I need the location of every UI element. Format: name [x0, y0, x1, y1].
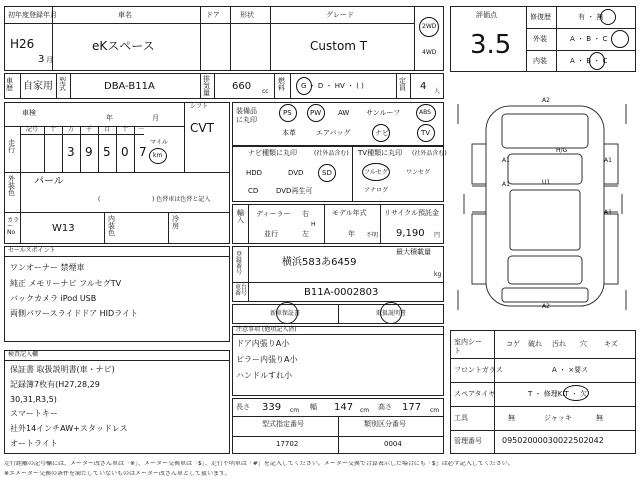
navi-cd: CD: [248, 187, 259, 195]
navi-sd: SD: [322, 169, 332, 177]
grade-value: Custom T: [310, 39, 368, 53]
note-line: ドア内張りA小: [236, 339, 290, 348]
recycle-unit: 円: [434, 232, 441, 239]
exterior-label: 外装: [533, 35, 547, 43]
capacity-value: 4: [420, 81, 427, 92]
equip-abs: ABS: [419, 109, 431, 116]
record-line: 社外14インチAW+スタッドレス: [10, 424, 128, 433]
record-line: 保証書 取扱説明書(車・ナビ): [10, 365, 115, 374]
color-code: W13: [52, 223, 75, 234]
mileage-head-3: 千: [86, 126, 93, 133]
spare-label: スペアタイヤ: [454, 390, 496, 398]
km-label: km: [153, 152, 163, 159]
recycle-value: 9,190: [396, 228, 425, 239]
glass-label: フロントガラス: [454, 366, 503, 374]
mileage-head-5: 十: [122, 126, 129, 133]
record-line: 記録簿7枚有(H27,28,29: [10, 380, 100, 389]
repair-label: 修復歴: [530, 13, 551, 21]
seat-option: 穴: [580, 340, 587, 348]
type-label: 型式: [59, 77, 66, 92]
max-load-label: 最大積載量: [396, 248, 431, 256]
grade-label: グレード: [326, 11, 354, 19]
name-label: 車名: [118, 11, 132, 19]
mileage-head-1: 十: [50, 126, 57, 133]
length-label: 長さ: [236, 403, 250, 411]
recycle-label: リサイクル預託金: [384, 209, 440, 217]
interior-options: A ・ B ・ C: [570, 57, 608, 65]
shape-label: 形状: [240, 11, 254, 19]
inspection-year: 年: [106, 114, 113, 122]
usage-value: 自家用: [23, 81, 53, 92]
header-table: [4, 6, 444, 71]
damage-label: A2: [542, 303, 550, 310]
model-year-label: モデル年式: [332, 209, 367, 217]
mileage-label: 走行: [8, 139, 15, 154]
inspection-label: 車検: [22, 109, 36, 117]
new-car-warranty: 新車保証書: [270, 310, 301, 317]
damage-label: A1: [604, 157, 612, 164]
type-code-label: 型式指定番号: [262, 420, 304, 428]
fuel-label: 燃料: [278, 77, 285, 92]
tv-type-label: TV種類に丸印: [358, 149, 403, 157]
displacement-unit: cc: [262, 88, 269, 95]
jack-label: ジャッキ: [544, 414, 572, 422]
color-note: ) 色替車は色替と記入: [152, 196, 211, 203]
interior-b-circle: [589, 52, 605, 70]
unknown-label: 不明: [366, 232, 379, 239]
max-load-unit: kg: [434, 271, 442, 278]
equipment-label: 装備品に丸印: [236, 107, 257, 124]
sales-line: バックカメラ iPod USB: [10, 294, 97, 303]
damage-label: A1: [502, 157, 510, 164]
equip-airbag: エアバッグ: [316, 129, 351, 137]
tv-analog: アナログ: [364, 187, 389, 194]
tv-fullseg: フルセグ: [364, 169, 388, 176]
manual-label: 取扱説明書: [376, 310, 407, 317]
mgmt-label: 管理番号: [454, 437, 482, 445]
interior-color-label: 内装色: [108, 215, 115, 237]
length-unit: cm: [290, 407, 300, 414]
month-unit: 月: [46, 56, 53, 64]
mileage-digit: 0: [121, 145, 129, 159]
equip-aw: AW: [338, 109, 350, 117]
height-label: 高さ: [378, 403, 392, 411]
color-label: 外装色: [8, 175, 15, 197]
repair-none-circle: [600, 9, 616, 25]
record-label: 検査記入欄: [8, 351, 39, 358]
navi-hdd: HDD: [246, 169, 263, 177]
usage-label: 車歴: [6, 77, 13, 92]
sales-line: 両側パワースライドドア HIDライト: [10, 309, 138, 318]
record-line: 30,31,R3,5): [10, 395, 57, 404]
spare-kit-circle: [563, 385, 589, 401]
equip-sunroof: サンルーフ: [366, 109, 401, 117]
mileage-digit: 5: [103, 145, 111, 159]
sales-line: 純正 メモリーナビ フルセグTV: [10, 279, 122, 288]
seat-option: 破れ: [528, 340, 542, 348]
note-line: ピラー内張りA小: [236, 355, 298, 364]
capacity-label: 定員: [399, 77, 406, 92]
exterior-options: A ・ B ・ C: [570, 35, 608, 43]
mileage-head-0: 記号: [26, 126, 39, 133]
tv-type-sub: (社外品含む): [412, 150, 447, 157]
mile-label: マイル: [150, 139, 168, 146]
equip-ps: PS: [283, 109, 292, 117]
seat-label: 室内シート: [454, 338, 482, 355]
seat-option: キズ: [604, 340, 618, 348]
import-right: 右: [302, 210, 309, 218]
tool-label: 工具: [454, 414, 468, 422]
jack-value: 無: [596, 414, 603, 422]
registration-value: 横浜583あ6459: [282, 257, 357, 268]
fuel-options: G ・ D ・ HV ・ ( ): [301, 82, 364, 90]
notes-label: 注意事項 (他項記入済): [236, 326, 297, 333]
capacity-unit: 人: [434, 88, 441, 95]
damage-label: H/G: [556, 147, 568, 154]
import-dealer: ディーラー: [256, 210, 291, 218]
damage-label: A1: [502, 181, 510, 188]
color-code-label: カラーNo: [7, 217, 20, 236]
mileage-digit: 7: [139, 145, 147, 159]
drive-4wd: 4WD: [422, 49, 437, 56]
first-reg-era: H26: [10, 37, 35, 51]
mileage-digit: 3: [67, 145, 75, 159]
note-line: ハンドルすれ小: [236, 371, 292, 380]
tv-oneseg: ワンセグ: [406, 169, 431, 176]
equip-navi: ナビ: [375, 129, 389, 137]
navi-type-sub: (社外品含む): [314, 150, 349, 157]
type-code-value: 17702: [276, 440, 299, 448]
seat-option: 汚れ: [552, 340, 566, 348]
inspection-month: 月: [152, 114, 159, 122]
damage-label: U1: [542, 179, 551, 186]
exterior-c-circle: [611, 30, 629, 48]
color-value: パール: [34, 176, 64, 187]
import-left: 左: [302, 230, 309, 238]
model-year-unit: 年: [348, 230, 355, 238]
chassis-label: 車台番号: [235, 284, 248, 297]
shift-value: CVT: [190, 121, 214, 135]
drive-2wd: 2WD: [422, 23, 437, 30]
equip-leather: 本革: [282, 129, 296, 137]
displacement-label: 排気量: [203, 75, 210, 97]
import-h: H: [311, 221, 316, 228]
registration-label: 登録番号: [236, 251, 243, 276]
height-value: 177: [402, 402, 422, 413]
import-label: 輸入: [237, 209, 244, 224]
footer-note-2: ※エメーター交換の条件を満たしていないものはメーター改ざん車として扱います。: [4, 471, 231, 477]
first-reg-label: 初年度登録年月: [8, 11, 57, 19]
width-value: 147: [334, 402, 354, 413]
equip-tv: TV: [421, 129, 431, 137]
mileage-digit: 9: [85, 145, 93, 159]
tool-value: 無: [508, 414, 515, 422]
first-reg-month: 3: [38, 54, 45, 65]
interior-label: 内装: [533, 57, 547, 65]
mileage-head-4: 百: [104, 126, 111, 133]
navi-dvd: DVD: [288, 169, 304, 177]
class-code-value: 0004: [384, 440, 402, 448]
glass-options: A ・ ×要ス: [552, 366, 589, 374]
spare-options: T ・ 修理KIT ・ 欠: [528, 390, 588, 398]
aircon-label: 冷房: [172, 215, 179, 230]
damage-label: A2: [542, 97, 550, 104]
door-label: ドア: [206, 11, 220, 19]
repair-options: 有 ・ 無: [578, 13, 604, 21]
navi-dvd-play: DVD再生可: [276, 187, 313, 195]
navi-type-label: ナビ種類に丸印: [248, 149, 297, 157]
sales-line: ワンオーナー 禁煙車: [10, 263, 85, 272]
equip-pw: PW: [310, 109, 322, 117]
footer-note-1: 走行距離の記号欄には、メーター改ざん車は「※」、メーター交換車は「$」、走行不明車は「#」を記入してください。メーター交換で合算表示した場合にも「$」は必ず記入してください。: [4, 461, 514, 467]
seat-option: コゲ: [506, 340, 520, 348]
grade-score: 3.5: [470, 30, 512, 60]
mgmt-value: 09502000030022502042: [502, 436, 604, 445]
height-unit: cm: [430, 407, 440, 414]
length-value: 339: [262, 402, 282, 413]
color-note-open: (: [98, 196, 101, 203]
car-name: eKスペース: [92, 39, 155, 53]
record-line: オートライト: [10, 439, 58, 448]
sales-point-label: セールスポイント: [8, 247, 56, 254]
record-line: スマートキー: [10, 409, 58, 418]
width-label: 幅: [310, 403, 317, 411]
damage-label: A1: [604, 209, 612, 216]
grade-score-label: 評価点: [476, 11, 497, 19]
chassis-value: B11A-0002803: [304, 287, 379, 298]
import-parallel: 並行: [264, 230, 278, 238]
mileage-head-2: 万: [68, 126, 75, 133]
type-value: DBA-B11A: [104, 81, 155, 92]
displacement-value: 660: [232, 81, 252, 92]
width-unit: cm: [360, 407, 370, 414]
mileage-head-6: 一: [138, 126, 145, 133]
class-code-label: 類別区分番号: [364, 420, 406, 428]
shift-label: シフト: [190, 103, 209, 110]
